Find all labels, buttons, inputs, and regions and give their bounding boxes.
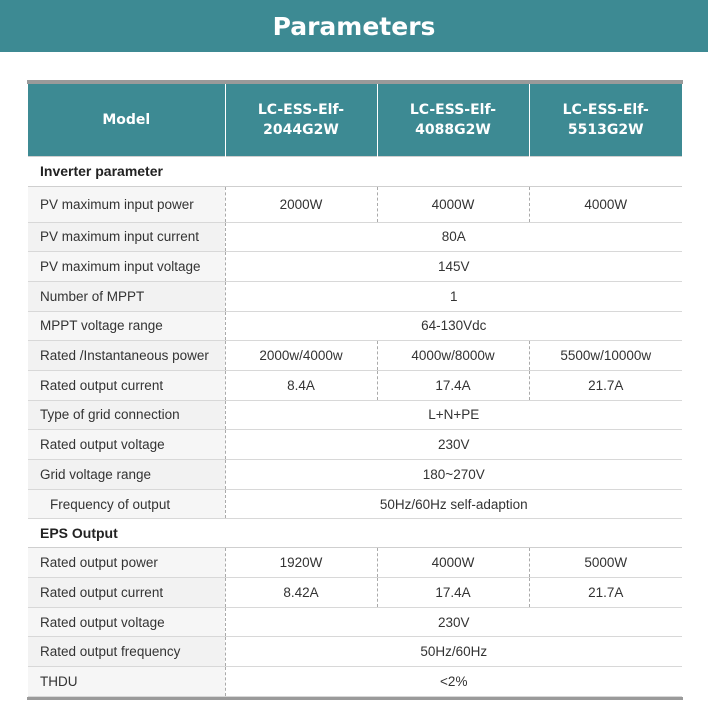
table-row — [28, 489, 682, 519]
row-label: PV maximum input power — [28, 186, 225, 222]
row-value: 8.42A — [225, 578, 377, 608]
table-row — [28, 341, 682, 371]
row-label: PV maximum input voltage — [28, 252, 225, 282]
row-value: 4000W — [377, 548, 529, 578]
row-value: 4000w/8000w — [377, 341, 529, 371]
row-label: Rated output voltage — [28, 607, 225, 637]
row-value: 1920W — [225, 548, 377, 578]
row-value: 5000W — [529, 548, 682, 578]
row-value: 17.4A — [377, 370, 529, 400]
row-value: 180~270V — [225, 460, 682, 490]
row-label: Grid voltage range — [28, 460, 225, 490]
row-value: 8.4A — [225, 370, 377, 400]
model-header: Model — [28, 84, 225, 156]
row-value: 230V — [225, 430, 682, 460]
section-title: Inverter parameter — [28, 156, 682, 186]
page-title: Parameters — [0, 0, 708, 52]
row-value: 17.4A — [377, 578, 529, 608]
table-row — [28, 222, 682, 252]
table-row — [28, 460, 682, 490]
table-row — [28, 186, 682, 222]
section-header — [28, 519, 682, 548]
table-row — [28, 400, 682, 430]
row-label: Rated output frequency — [28, 637, 225, 667]
table-row — [28, 548, 682, 578]
row-value: 21.7A — [529, 578, 682, 608]
table-row — [28, 667, 682, 697]
row-value: 64-130Vdc — [225, 311, 682, 341]
table-row — [28, 430, 682, 460]
model-column-header: LC-ESS-Elf-2044G2W — [225, 84, 377, 156]
table-row — [28, 281, 682, 311]
row-value: 4000W — [529, 186, 682, 222]
row-label: Rated output power — [28, 548, 225, 578]
table-row — [28, 578, 682, 608]
row-label: Type of grid connection — [28, 400, 225, 430]
row-value: 50Hz/60Hz self-adaption — [225, 489, 682, 519]
table-row — [28, 637, 682, 667]
row-value: 2000W — [225, 186, 377, 222]
table-row — [28, 370, 682, 400]
row-label: MPPT voltage range — [28, 311, 225, 341]
parameters-table — [28, 84, 682, 697]
row-value: 21.7A — [529, 370, 682, 400]
row-value: <2% — [225, 667, 682, 697]
row-label: THDU — [28, 667, 225, 697]
row-value: 50Hz/60Hz — [225, 637, 682, 667]
row-label: PV maximum input current — [28, 222, 225, 252]
row-value: L+N+PE — [225, 400, 682, 430]
row-value: 5500w/10000w — [529, 341, 682, 371]
table-row — [28, 311, 682, 341]
row-value: 230V — [225, 607, 682, 637]
row-label: Frequency of output — [28, 489, 225, 519]
row-value: 4000W — [377, 186, 529, 222]
section-title: EPS Output — [28, 519, 682, 548]
model-column-header: LC-ESS-Elf-4088G2W — [377, 84, 529, 156]
model-column-header: LC-ESS-Elf-5513G2W — [529, 84, 682, 156]
row-label: Rated output voltage — [28, 430, 225, 460]
row-value: 145V — [225, 252, 682, 282]
row-value: 2000w/4000w — [225, 341, 377, 371]
table-row — [28, 252, 682, 282]
row-label: Rated output current — [28, 578, 225, 608]
header-row — [28, 84, 682, 156]
row-label: Rated output current — [28, 370, 225, 400]
section-header — [28, 156, 682, 186]
row-label: Number of MPPT — [28, 281, 225, 311]
row-value: 1 — [225, 281, 682, 311]
row-label: Rated /Instantaneous power — [28, 341, 225, 371]
row-value: 80A — [225, 222, 682, 252]
table-row — [28, 607, 682, 637]
